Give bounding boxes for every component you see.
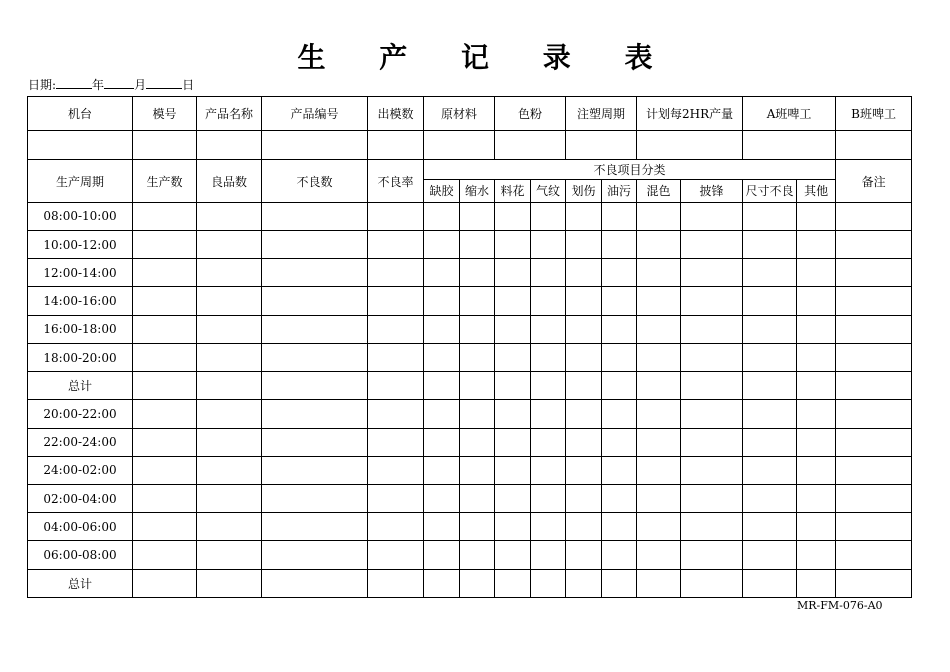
data-cell[interactable] — [743, 541, 797, 569]
data-cell[interactable] — [743, 343, 797, 371]
data-cell[interactable] — [743, 484, 797, 512]
table-row — [28, 428, 912, 456]
data-cell[interactable] — [743, 428, 797, 456]
data-cell[interactable] — [602, 456, 637, 484]
data-cell[interactable] — [531, 513, 566, 541]
data-cell[interactable] — [836, 372, 912, 400]
data-cell[interactable] — [602, 513, 637, 541]
year-blank[interactable] — [56, 77, 92, 89]
data-cell[interactable] — [424, 456, 460, 484]
data-cell[interactable] — [197, 259, 262, 287]
data-cell[interactable] — [495, 372, 531, 400]
data-cell[interactable] — [460, 400, 495, 428]
input-shift-b-operator[interactable] — [836, 131, 912, 160]
header-defect-qty: 不良数 — [262, 160, 368, 202]
data-cell[interactable] — [531, 428, 566, 456]
data-cell[interactable] — [262, 343, 368, 371]
data-cell[interactable] — [262, 569, 368, 597]
input-machine[interactable] — [28, 131, 133, 160]
form-code: MR-FM-076-A0 — [797, 599, 883, 612]
data-cell[interactable] — [368, 541, 424, 569]
data-cell[interactable] — [368, 569, 424, 597]
input-product-code[interactable] — [262, 131, 368, 160]
time-slot-label: 14:00-16:00 — [28, 287, 133, 315]
data-cell[interactable] — [637, 513, 681, 541]
data-cell[interactable] — [197, 456, 262, 484]
data-cell[interactable] — [495, 456, 531, 484]
defect-type-header: 缩水 — [460, 179, 495, 202]
table-row — [28, 287, 912, 315]
data-cell[interactable] — [602, 343, 637, 371]
data-cell[interactable] — [836, 287, 912, 315]
data-cell[interactable] — [133, 484, 197, 512]
data-cell[interactable] — [262, 456, 368, 484]
data-cell[interactable] — [566, 315, 602, 343]
table-row — [28, 259, 912, 287]
data-cell[interactable] — [133, 569, 197, 597]
data-cell[interactable] — [424, 400, 460, 428]
data-cell[interactable] — [531, 484, 566, 512]
data-cell[interactable] — [424, 231, 460, 259]
data-cell[interactable] — [681, 541, 743, 569]
data-cell[interactable] — [836, 569, 912, 597]
data-cell[interactable] — [133, 456, 197, 484]
time-slot-label: 06:00-08:00 — [28, 541, 133, 569]
data-cell[interactable] — [531, 259, 566, 287]
data-cell[interactable] — [262, 541, 368, 569]
data-cell[interactable] — [681, 513, 743, 541]
defect-type-header: 尺寸不良 — [743, 179, 797, 202]
data-cell[interactable] — [262, 315, 368, 343]
header-shift-b-operator: B班啤工 — [836, 97, 912, 131]
data-cell[interactable] — [531, 343, 566, 371]
data-cell[interactable] — [602, 541, 637, 569]
data-cell[interactable] — [637, 541, 681, 569]
time-slot-label: 24:00-02:00 — [28, 456, 133, 484]
header-cavity-count: 出模数 — [368, 97, 424, 131]
data-cell[interactable] — [424, 202, 460, 230]
data-cell[interactable] — [495, 231, 531, 259]
data-cell[interactable] — [637, 202, 681, 230]
data-cell[interactable] — [197, 513, 262, 541]
data-cell[interactable] — [133, 287, 197, 315]
defect-type-header: 油污 — [602, 179, 637, 202]
data-cell[interactable] — [836, 484, 912, 512]
data-cell[interactable] — [637, 456, 681, 484]
table-row — [28, 484, 912, 512]
data-cell[interactable] — [602, 484, 637, 512]
data-cell[interactable] — [836, 400, 912, 428]
data-cell[interactable] — [133, 315, 197, 343]
data-cell[interactable] — [743, 569, 797, 597]
data-cell[interactable] — [602, 202, 637, 230]
data-cell[interactable] — [133, 541, 197, 569]
header-planned-output: 计划每2HR产量 — [637, 97, 743, 131]
data-cell[interactable] — [495, 343, 531, 371]
defect-type-header: 缺胶 — [424, 179, 460, 202]
data-cell[interactable] — [797, 513, 836, 541]
data-cell[interactable] — [797, 569, 836, 597]
data-cell[interactable] — [743, 202, 797, 230]
data-cell[interactable] — [531, 456, 566, 484]
data-cell[interactable] — [566, 456, 602, 484]
table-row — [28, 400, 912, 428]
data-cell[interactable] — [681, 400, 743, 428]
data-cell[interactable] — [637, 428, 681, 456]
data-cell[interactable] — [262, 231, 368, 259]
input-molding-cycle[interactable] — [566, 131, 637, 160]
data-cell[interactable] — [743, 287, 797, 315]
data-cell[interactable] — [531, 287, 566, 315]
data-cell[interactable] — [495, 287, 531, 315]
data-cell[interactable] — [566, 541, 602, 569]
data-cell[interactable] — [797, 287, 836, 315]
data-cell[interactable] — [368, 315, 424, 343]
time-slot-label: 12:00-14:00 — [28, 259, 133, 287]
data-cell[interactable] — [797, 315, 836, 343]
data-cell[interactable] — [368, 287, 424, 315]
data-cell[interactable] — [197, 541, 262, 569]
data-cell[interactable] — [197, 343, 262, 371]
day-blank[interactable] — [146, 77, 182, 89]
data-cell[interactable] — [460, 372, 495, 400]
data-cell[interactable] — [133, 259, 197, 287]
data-cell[interactable] — [197, 202, 262, 230]
header-defect-category: 不良项目分类 — [424, 160, 836, 179]
data-cell[interactable] — [197, 231, 262, 259]
data-cell[interactable] — [836, 343, 912, 371]
data-cell[interactable] — [637, 287, 681, 315]
data-cell[interactable] — [531, 315, 566, 343]
header-product-name: 产品名称 — [197, 97, 262, 131]
data-cell[interactable] — [637, 259, 681, 287]
table-row — [28, 541, 912, 569]
month-label: 月 — [134, 78, 147, 92]
time-slot-label: 08:00-10:00 — [28, 202, 133, 230]
data-cell[interactable] — [262, 372, 368, 400]
data-cell[interactable] — [681, 456, 743, 484]
data-cell[interactable] — [531, 231, 566, 259]
defect-type-header: 混色 — [637, 179, 681, 202]
data-cell[interactable] — [836, 259, 912, 287]
data-cell[interactable] — [133, 513, 197, 541]
data-cell[interactable] — [368, 484, 424, 512]
data-cell[interactable] — [743, 315, 797, 343]
data-cell[interactable] — [637, 484, 681, 512]
data-cell[interactable] — [797, 484, 836, 512]
data-cell[interactable] — [743, 513, 797, 541]
table-row — [28, 569, 912, 597]
data-cell[interactable] — [197, 484, 262, 512]
data-cell[interactable] — [602, 259, 637, 287]
data-cell[interactable] — [681, 569, 743, 597]
data-cell[interactable] — [637, 231, 681, 259]
data-cell[interactable] — [197, 315, 262, 343]
data-cell[interactable] — [743, 259, 797, 287]
data-cell[interactable] — [133, 400, 197, 428]
data-cell[interactable] — [495, 315, 531, 343]
time-slot-label: 02:00-04:00 — [28, 484, 133, 512]
data-cell[interactable] — [681, 259, 743, 287]
input-product-name[interactable] — [197, 131, 262, 160]
data-cell[interactable] — [495, 428, 531, 456]
header-molding-cycle: 注塑周期 — [566, 97, 637, 131]
data-cell[interactable] — [368, 372, 424, 400]
data-cell[interactable] — [566, 287, 602, 315]
data-cell[interactable] — [531, 541, 566, 569]
header-machine: 机台 — [28, 97, 133, 131]
header-production-cycle: 生产周期 — [28, 160, 133, 202]
data-cell[interactable] — [531, 202, 566, 230]
data-cell[interactable] — [424, 343, 460, 371]
data-cell[interactable] — [531, 400, 566, 428]
header-mold-no: 模号 — [133, 97, 197, 131]
data-cell[interactable] — [602, 372, 637, 400]
data-cell[interactable] — [460, 259, 495, 287]
data-cell[interactable] — [460, 287, 495, 315]
defect-type-header: 气纹 — [531, 179, 566, 202]
data-cell[interactable] — [797, 428, 836, 456]
data-cell[interactable] — [836, 315, 912, 343]
data-cell[interactable] — [460, 315, 495, 343]
data-cell[interactable] — [681, 287, 743, 315]
table-row — [28, 231, 912, 259]
data-cell[interactable] — [602, 569, 637, 597]
time-slot-label: 22:00-24:00 — [28, 428, 133, 456]
data-cell[interactable] — [797, 259, 836, 287]
table-row — [28, 202, 912, 230]
header-output-qty: 生产数 — [133, 160, 197, 202]
table-row — [28, 372, 912, 400]
data-cell[interactable] — [262, 287, 368, 315]
data-cell[interactable] — [262, 513, 368, 541]
date-line — [28, 76, 194, 93]
data-cell[interactable] — [566, 259, 602, 287]
data-cell[interactable] — [637, 343, 681, 371]
time-slot-label: 20:00-22:00 — [28, 400, 133, 428]
data-cell[interactable] — [602, 315, 637, 343]
data-cell[interactable] — [133, 428, 197, 456]
data-cell[interactable] — [566, 484, 602, 512]
data-cell[interactable] — [531, 569, 566, 597]
data-cell[interactable] — [424, 287, 460, 315]
header-shift-a-operator: A班啤工 — [743, 97, 836, 131]
input-planned-output[interactable] — [637, 131, 743, 160]
data-cell[interactable] — [460, 569, 495, 597]
data-cell[interactable] — [836, 231, 912, 259]
data-cell[interactable] — [566, 202, 602, 230]
data-cell[interactable] — [681, 484, 743, 512]
data-cell[interactable] — [681, 315, 743, 343]
header-defect-rate: 不良率 — [368, 160, 424, 202]
data-cell[interactable] — [602, 287, 637, 315]
data-cell[interactable] — [368, 259, 424, 287]
data-cell[interactable] — [836, 541, 912, 569]
data-cell[interactable] — [566, 513, 602, 541]
data-cell[interactable] — [424, 259, 460, 287]
data-cell[interactable] — [797, 343, 836, 371]
data-cell[interactable] — [424, 315, 460, 343]
defect-type-header: 料花 — [495, 179, 531, 202]
data-cell[interactable] — [368, 513, 424, 541]
data-cell[interactable] — [424, 428, 460, 456]
data-cell[interactable] — [531, 372, 566, 400]
data-cell[interactable] — [424, 484, 460, 512]
data-cell[interactable] — [368, 343, 424, 371]
data-cell[interactable] — [262, 202, 368, 230]
data-cell[interactable] — [797, 400, 836, 428]
data-cell[interactable] — [681, 202, 743, 230]
table-row — [28, 456, 912, 484]
data-cell[interactable] — [566, 428, 602, 456]
data-cell[interactable] — [460, 513, 495, 541]
data-cell[interactable] — [197, 287, 262, 315]
data-cell[interactable] — [566, 372, 602, 400]
data-cell[interactable] — [836, 428, 912, 456]
data-cell[interactable] — [197, 569, 262, 597]
data-cell[interactable] — [197, 372, 262, 400]
data-cell[interactable] — [797, 541, 836, 569]
data-cell[interactable] — [262, 259, 368, 287]
time-slot-label: 04:00-06:00 — [28, 513, 133, 541]
data-cell[interactable] — [368, 456, 424, 484]
data-cell[interactable] — [681, 428, 743, 456]
data-cell[interactable] — [262, 428, 368, 456]
data-cell[interactable] — [197, 428, 262, 456]
time-slot-label: 18:00-20:00 — [28, 343, 133, 371]
date-label: 日期: — [28, 78, 57, 92]
input-cavity-count[interactable] — [368, 131, 424, 160]
data-cell[interactable] — [460, 484, 495, 512]
time-slot-label: 16:00-18:00 — [28, 315, 133, 343]
header-raw-material: 原材料 — [424, 97, 495, 131]
header-input-row — [28, 131, 912, 160]
data-cell[interactable] — [797, 231, 836, 259]
data-cell[interactable] — [743, 400, 797, 428]
data-cell[interactable] — [637, 400, 681, 428]
data-cell[interactable] — [602, 428, 637, 456]
data-cell[interactable] — [797, 372, 836, 400]
data-cell[interactable] — [743, 372, 797, 400]
data-cell[interactable] — [133, 343, 197, 371]
time-slot-label: 总计 — [28, 372, 133, 400]
data-cell[interactable] — [133, 372, 197, 400]
data-cell[interactable] — [602, 400, 637, 428]
defect-type-header: 划伤 — [566, 179, 602, 202]
data-cell[interactable] — [495, 400, 531, 428]
data-cell[interactable] — [460, 428, 495, 456]
header-row — [28, 97, 912, 131]
data-cell[interactable] — [836, 202, 912, 230]
defect-type-header: 其他 — [797, 179, 836, 202]
data-cell[interactable] — [637, 569, 681, 597]
header-good-qty: 良品数 — [197, 160, 262, 202]
data-cell[interactable] — [460, 343, 495, 371]
input-mold-no[interactable] — [133, 131, 197, 160]
data-cell[interactable] — [495, 259, 531, 287]
data-cell[interactable] — [460, 541, 495, 569]
production-record-table — [27, 96, 912, 598]
data-cell[interactable] — [424, 513, 460, 541]
data-cell[interactable] — [566, 231, 602, 259]
data-cell[interactable] — [495, 484, 531, 512]
data-cell[interactable] — [424, 372, 460, 400]
defect-type-header: 披锋 — [681, 179, 743, 202]
input-color-powder[interactable] — [495, 131, 566, 160]
year-label: 年 — [92, 78, 105, 92]
input-shift-a-operator[interactable] — [743, 131, 836, 160]
form-title: 生 产 记 录 表 — [297, 41, 675, 74]
data-cell[interactable] — [495, 569, 531, 597]
data-cell[interactable] — [460, 456, 495, 484]
table-row — [28, 513, 912, 541]
data-cell[interactable] — [262, 400, 368, 428]
data-cell[interactable] — [681, 372, 743, 400]
month-blank[interactable] — [104, 77, 134, 89]
data-cell[interactable] — [424, 541, 460, 569]
day-label: 日 — [182, 78, 195, 92]
input-raw-material[interactable] — [424, 131, 495, 160]
data-cell[interactable] — [133, 202, 197, 230]
data-cell[interactable] — [836, 456, 912, 484]
data-cell[interactable] — [637, 372, 681, 400]
data-cell[interactable] — [197, 400, 262, 428]
header-color-powder: 色粉 — [495, 97, 566, 131]
data-cell[interactable] — [797, 456, 836, 484]
data-cell[interactable] — [460, 231, 495, 259]
header-remarks: 备注 — [836, 160, 912, 202]
table-row — [28, 315, 912, 343]
data-cell[interactable] — [262, 484, 368, 512]
data-cell[interactable] — [743, 456, 797, 484]
data-cell[interactable] — [566, 400, 602, 428]
time-slot-label: 10:00-12:00 — [28, 231, 133, 259]
data-cell[interactable] — [495, 513, 531, 541]
column-header-row — [28, 160, 912, 179]
data-cell[interactable] — [602, 231, 637, 259]
data-cell[interactable] — [424, 569, 460, 597]
time-slot-label: 总计 — [28, 569, 133, 597]
data-cell[interactable] — [836, 513, 912, 541]
data-cell[interactable] — [743, 231, 797, 259]
data-cell[interactable] — [460, 202, 495, 230]
data-cell[interactable] — [133, 231, 197, 259]
data-cell[interactable] — [368, 400, 424, 428]
data-cell[interactable] — [495, 202, 531, 230]
data-cell[interactable] — [566, 343, 602, 371]
data-cell[interactable] — [681, 343, 743, 371]
data-cell[interactable] — [368, 428, 424, 456]
header-product-code: 产品编号 — [262, 97, 368, 131]
data-cell[interactable] — [797, 202, 836, 230]
table-row — [28, 343, 912, 371]
data-cell[interactable] — [368, 231, 424, 259]
data-cell[interactable] — [681, 231, 743, 259]
data-cell[interactable] — [495, 541, 531, 569]
data-cell[interactable] — [637, 315, 681, 343]
data-cell[interactable] — [368, 202, 424, 230]
data-cell[interactable] — [566, 569, 602, 597]
